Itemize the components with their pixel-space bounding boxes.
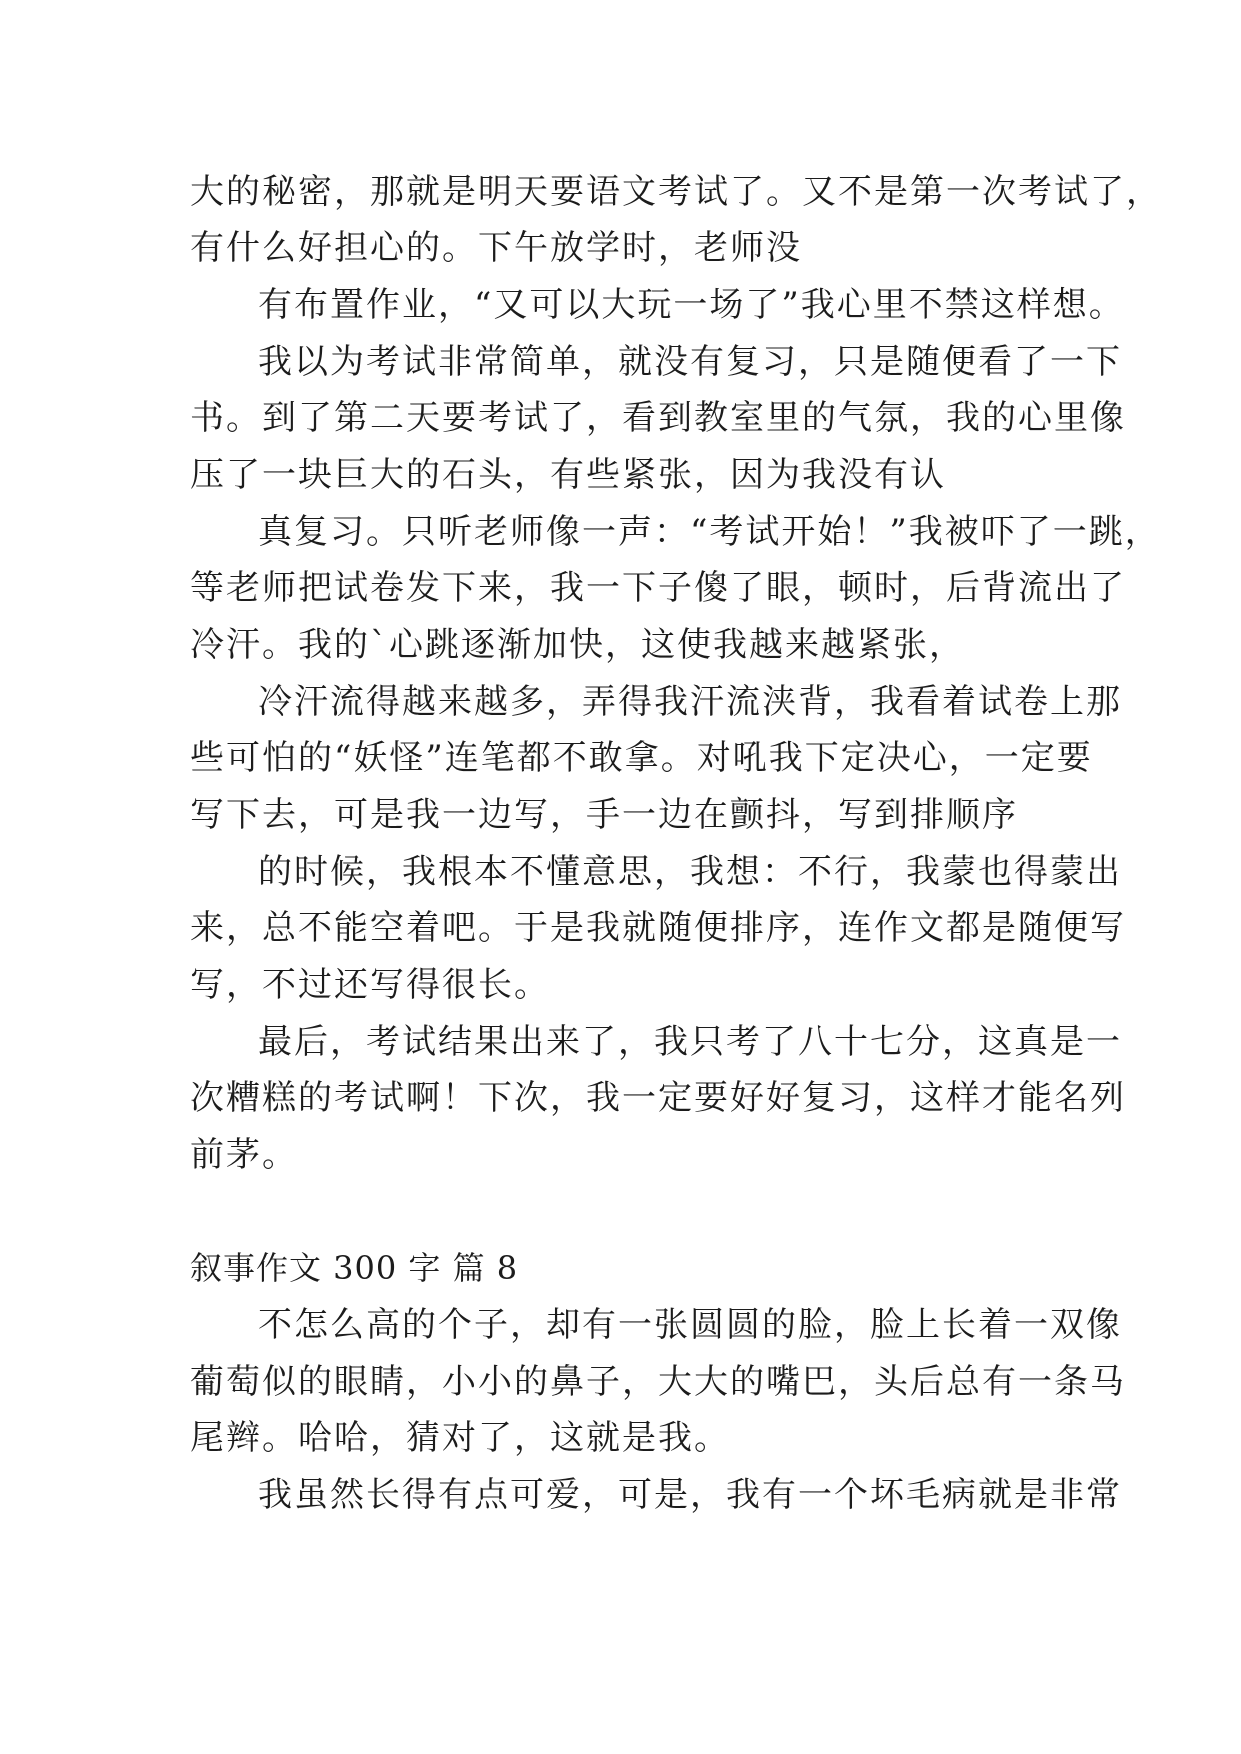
text-line: 压了一块巨大的石头，有些紧张，因为我没有认 bbox=[190, 455, 946, 495]
text-line: 些可怕的“妖怪”连笔都不敢拿。对吼我下定决心，一定要 bbox=[190, 738, 1093, 778]
text-line: 来，总不能空着吧。于是我就随便排序，连作文都是随便写 bbox=[190, 908, 1126, 948]
text-line: 我虽然长得有点可爱，可是，我有一个坏毛病就是非常 bbox=[258, 1475, 1122, 1515]
text-line: 写，不过还写得很长。 bbox=[190, 965, 550, 1005]
text-line: 最后，考试结果出来了，我只考了八十七分，这真是一 bbox=[258, 1022, 1122, 1062]
text-line: 写下去，可是我一边写，手一边在颤抖，写到排顺序 bbox=[190, 795, 1018, 835]
text-line: 大的秘密，那就是明天要语文考试了。又不是第一次考试了， bbox=[190, 172, 1162, 212]
text-line: 冷汗。我的`心跳逐渐加快，这使我越来越紧张， bbox=[190, 625, 965, 665]
text-line: 的时候，我根本不懂意思，我想：不行，我蒙也得蒙出 bbox=[258, 852, 1122, 892]
text-line: 真复习。只听老师像一声：“考试开始！”我被吓了一跳， bbox=[258, 512, 1161, 552]
section-heading: 叙事作文 300 字 篇 8 bbox=[190, 1249, 519, 1287]
text-line: 不怎么高的个子，却有一张圆圆的脸，脸上长着一双像 bbox=[258, 1305, 1122, 1345]
text-line: 前茅。 bbox=[190, 1135, 298, 1175]
text-line: 有什么好担心的。下午放学时，老师没 bbox=[190, 228, 802, 268]
text-line: 书。到了第二天要考试了，看到教室里的气氛，我的心里像 bbox=[190, 398, 1126, 438]
text-line: 次糟糕的考试啊！下次，我一定要好好复习，这样才能名列 bbox=[190, 1078, 1126, 1118]
text-line: 等老师把试卷发下来，我一下子傻了眼，顿时，后背流出了 bbox=[190, 568, 1126, 608]
text-line: 有布置作业，“又可以大玩一场了”我心里不禁这样想。 bbox=[258, 285, 1125, 325]
text-line: 冷汗流得越来越多，弄得我汗流浃背，我看着试卷上那 bbox=[258, 682, 1122, 722]
text-line: 我以为考试非常简单，就没有复习，只是随便看了一下 bbox=[258, 342, 1122, 382]
text-line: 葡萄似的眼睛，小小的鼻子，大大的嘴巴，头后总有一条马 bbox=[190, 1362, 1126, 1402]
text-line: 尾辫。哈哈，猜对了，这就是我。 bbox=[190, 1418, 730, 1458]
